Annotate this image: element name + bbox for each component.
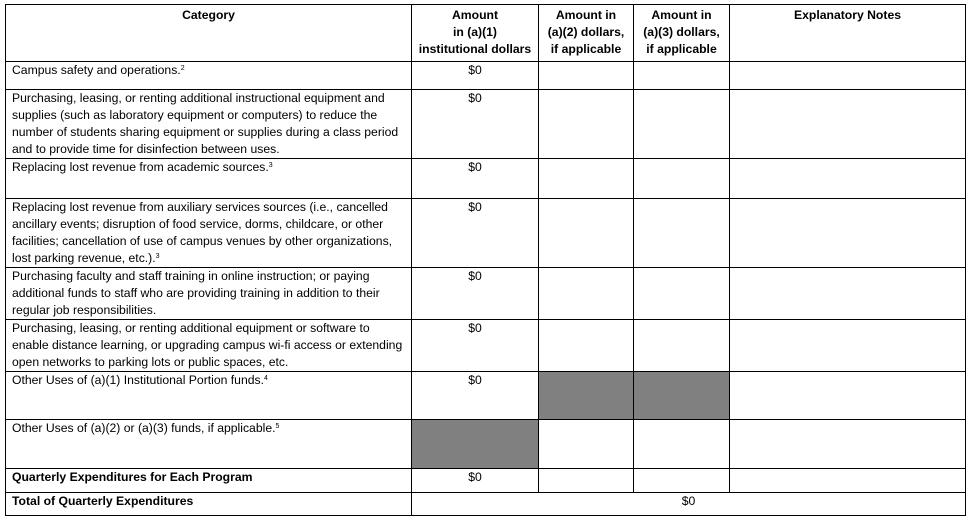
header-a1-line1: Amount (451, 8, 499, 22)
category-cell (6, 372, 412, 420)
notes-cell (730, 199, 966, 268)
quarterly-label: Quarterly Expenditures for Each Program (6, 469, 412, 493)
category-text: Campus safety and operations. (12, 63, 181, 77)
header-a1-amount (412, 5, 539, 62)
a2-amount-cell (539, 199, 634, 268)
a2-amount-cell (539, 320, 634, 372)
a1-amount-cell: $0 (412, 268, 539, 320)
a1-amount-shaded-cell (412, 420, 539, 469)
footnote-marker: 4 (264, 375, 268, 382)
a1-amount-cell: $0 (412, 320, 539, 372)
quarterly-row (6, 469, 966, 493)
header-a2-line2: (a)(2) dollars, (547, 25, 625, 39)
notes-cell (730, 268, 966, 320)
a1-amount-cell: $0 (412, 62, 539, 90)
header-a2-line1: Amount in (555, 8, 617, 22)
a1-amount-cell: $0 (412, 90, 539, 159)
category-cell (6, 268, 412, 320)
category-text: Other Uses of (a)(2) or (a)(3) funds, if applicable. (12, 421, 276, 435)
notes-cell (730, 90, 966, 159)
category-text: Purchasing, leasing, or renting additional instructional equipment and supplies (such as laboratory equipment or computers) to reduce the number of students sharing equipment or supplies during a class period and to provide time for disinfection between uses. (12, 91, 399, 156)
category-text: Replacing lost revenue from auxiliary services sources (i.e., cancelled ancillary events; disruption of food service, dorms, childcare, or other facilities; cancellation of use of campus venues by other organizations, lost parking revenue, etc.). (12, 200, 393, 265)
quarterly-a2-amount (539, 469, 634, 493)
header-a2-line3: if applicable (550, 42, 622, 56)
a2-amount-cell (539, 420, 634, 469)
a3-amount-cell (634, 268, 730, 320)
notes-cell (730, 372, 966, 420)
header-a1-line3: institutional dollars (418, 42, 532, 56)
notes-cell (730, 62, 966, 90)
a2-amount-cell (539, 62, 634, 90)
a3-amount-cell (634, 199, 730, 268)
table-row (6, 320, 966, 372)
header-row (6, 5, 966, 62)
category-text: Replacing lost revenue from academic sources. (12, 160, 269, 174)
a2-amount-cell (539, 268, 634, 320)
a3-amount-cell (634, 90, 730, 159)
table-row (6, 90, 966, 159)
table-row (6, 268, 966, 320)
a3-amount-cell (634, 159, 730, 199)
category-text: Purchasing, leasing, or renting additional equipment or software to enable distance learning, or upgrading campus wi-fi access or extending open networks to parking lots or public spaces, etc. (12, 321, 403, 369)
a1-amount-cell: $0 (412, 199, 539, 268)
a2-amount-shaded-cell (539, 372, 634, 420)
a2-amount-cell (539, 159, 634, 199)
header-a3-line3: if applicable (646, 42, 717, 56)
quarterly-notes (730, 469, 966, 493)
category-cell (6, 90, 412, 159)
table-row (6, 372, 966, 420)
a3-amount-cell (634, 320, 730, 372)
header-notes: Explanatory Notes (730, 5, 966, 62)
category-cell (6, 320, 412, 372)
footnote-marker: 2 (180, 65, 185, 72)
header-a2-amount (539, 5, 634, 62)
header-a1-line2: in (a)(1) (452, 25, 497, 39)
quarterly-a3-amount (634, 469, 730, 493)
a3-amount-cell (634, 420, 730, 469)
a3-amount-cell (634, 62, 730, 90)
a1-amount-cell: $0 (412, 372, 539, 420)
footnote-marker: 3 (155, 253, 160, 260)
footnote-marker: 3 (268, 162, 273, 169)
expenditures-table (5, 4, 966, 516)
a2-amount-cell (539, 90, 634, 159)
header-category: Category (6, 5, 412, 62)
notes-cell (730, 320, 966, 372)
header-a3-line1: Amount in (651, 8, 712, 22)
a1-amount-cell: $0 (412, 159, 539, 199)
header-a3-line2: (a)(3) dollars, (643, 25, 720, 39)
notes-cell (730, 420, 966, 469)
total-row (6, 493, 966, 516)
a3-amount-shaded-cell (634, 372, 730, 420)
quarterly-a1-amount: $0 (412, 469, 539, 493)
table-row (6, 62, 966, 90)
table-row (6, 159, 966, 199)
total-label: Total of Quarterly Expenditures (6, 493, 412, 516)
table-row (6, 199, 966, 268)
notes-cell (730, 159, 966, 199)
table-row (6, 420, 966, 469)
total-value: $0 (412, 493, 966, 516)
category-text: Purchasing faculty and staff training in online instruction; or paying additional funds to staff who are providing training in addition to their regular job responsibilities. (12, 269, 380, 317)
header-a3-amount (634, 5, 730, 62)
category-cell (6, 62, 412, 90)
category-cell (6, 159, 412, 199)
category-text: Other Uses of (a)(1) Institutional Portion funds. (12, 373, 264, 387)
category-cell (6, 420, 412, 469)
category-cell (6, 199, 412, 268)
footnote-marker: 5 (275, 423, 280, 430)
